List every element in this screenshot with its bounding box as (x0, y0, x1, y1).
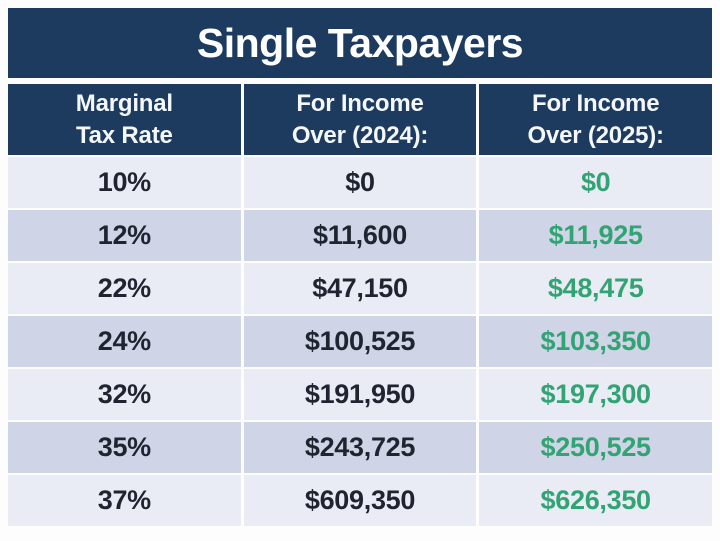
header-line: Over (2024): (291, 121, 429, 149)
title-bar (8, 8, 712, 78)
header-line: For Income (296, 89, 424, 117)
column-header-income-2025 (479, 84, 712, 155)
header-line: Tax Rate (75, 121, 173, 149)
income-2024-cell: $11,600 (244, 210, 477, 261)
income-2024-cell: $100,525 (244, 316, 477, 367)
income-2024-cell: $191,950 (244, 369, 477, 420)
rate-cell: 35% (8, 422, 241, 473)
income-2025-cell: $48,475 (479, 263, 712, 314)
rate-cell: 12% (8, 210, 241, 261)
page-title: Single Taxpayers (196, 19, 524, 66)
income-2024-cell: $243,725 (244, 422, 477, 473)
income-2024-cell: $0 (244, 157, 477, 208)
tax-bracket-table (8, 84, 712, 526)
column-header-income-2024 (244, 84, 477, 155)
column-header-marginal-rate (8, 84, 241, 155)
income-2025-cell: $11,925 (479, 210, 712, 261)
income-2025-cell: $250,525 (479, 422, 712, 473)
header-line: Marginal (75, 89, 173, 117)
income-2024-cell: $609,350 (244, 475, 477, 526)
rate-cell: 24% (8, 316, 241, 367)
rate-cell: 10% (8, 157, 241, 208)
income-2025-cell: $197,300 (479, 369, 712, 420)
rate-cell: 32% (8, 369, 241, 420)
rate-cell: 37% (8, 475, 241, 526)
income-2025-cell: $0 (479, 157, 712, 208)
income-2024-cell: $47,150 (244, 263, 477, 314)
income-2025-cell: $103,350 (479, 316, 712, 367)
rate-cell: 22% (8, 263, 241, 314)
income-2025-cell: $626,350 (479, 475, 712, 526)
header-line: For Income (531, 89, 660, 117)
header-line: Over (2025): (527, 121, 664, 149)
